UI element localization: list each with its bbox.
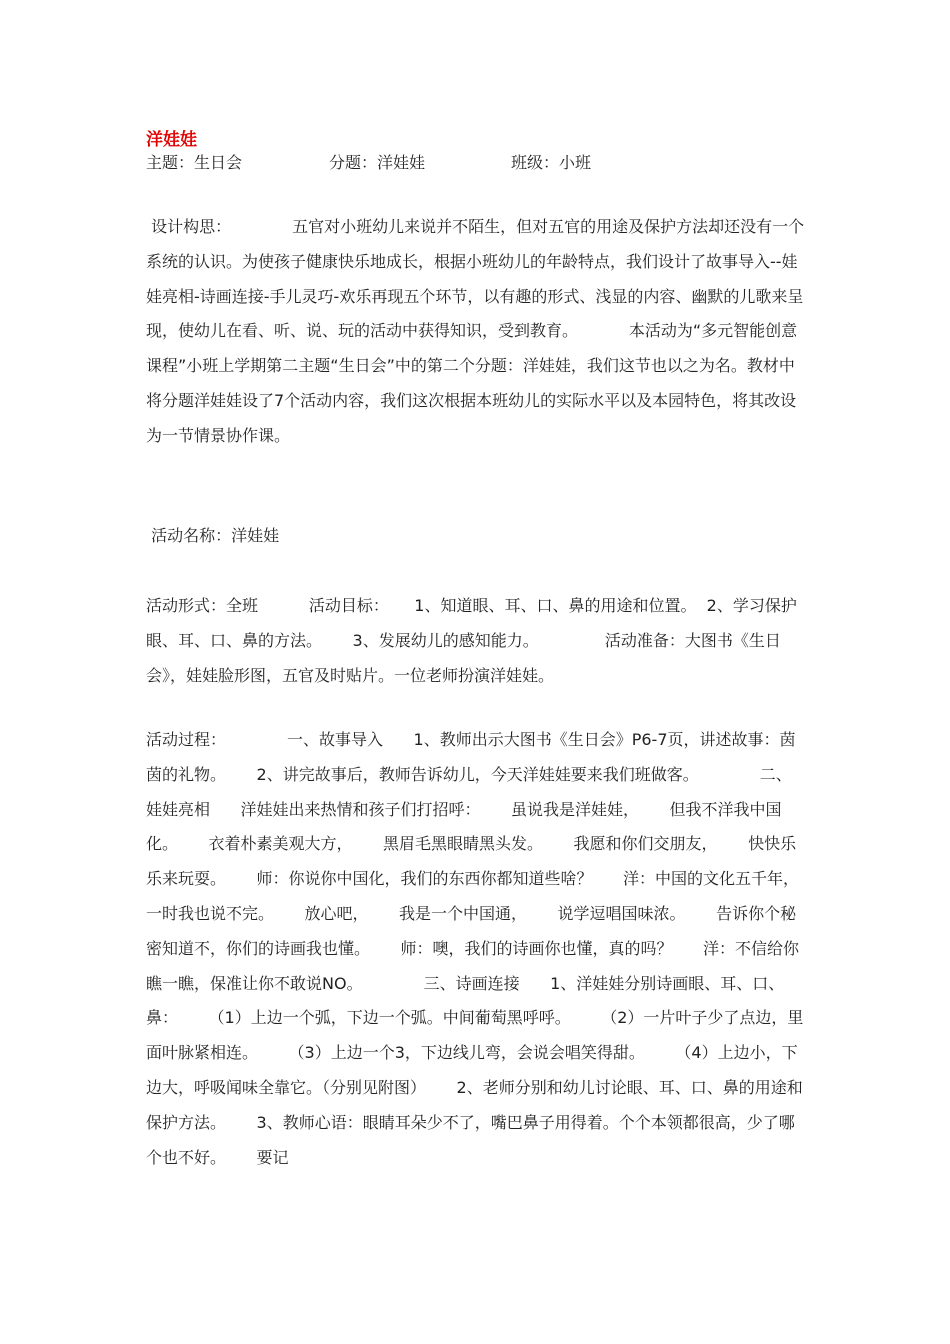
design-idea-text: 设计构思： 五官对小班幼儿来说并不陌生，但对五官的用途及保护方法却还没有一个系统的认识。为使孩子健康快乐地成长，根据小班幼儿的年龄特点，我们设计了故事导入--娃娃亮相-诗画连接-手儿灵巧-欢乐再现五个环节，以有趣的形式、浅显的内容、幽默的儿歌来呈现，使幼儿在看、听、说、玩的活动中获得知识，受到教育。 本活动为“多元智能创意课程”小班上学期第二主题“生日会”中的第二个分题：洋娃娃，我们这节也以之为名。教材中将分题洋娃娃设了7个活动内容，我们这次根据本班幼儿的实际水平以及本园特色，将其改设为一节情景协作课。 xyxy=(146,217,805,445)
activity-name-text: 活动名称：洋娃娃 xyxy=(146,526,280,545)
meta-class: 班级：小班 xyxy=(511,153,592,172)
activity-process-paragraph xyxy=(146,723,830,1175)
doc-title: 洋娃娃 xyxy=(146,130,197,150)
activity-name-paragraph xyxy=(146,519,806,554)
design-idea-paragraph xyxy=(146,210,806,454)
activity-form-paragraph xyxy=(146,589,806,693)
meta-theme: 主题：生日会 xyxy=(146,153,243,172)
activity-form-text: 活动形式：全班 活动目标： 1、知道眼、耳、口、鼻的用途和位置。 2、学习保护眼、耳、口、鼻的方法。 3、发展幼儿的感知能力。 活动准备：大图书《生日会》，娃娃脸形图，五官及时贴片。一位老师扮演洋娃娃。 xyxy=(146,596,797,685)
meta-subtheme: 分题：洋娃娃 xyxy=(329,153,426,172)
activity-process-text: 活动过程： 一、故事导入 1、教师出示大图书《生日会》P6-7页，讲述故事：茵茵的礼物。 2、讲完故事后，教师告诉幼儿，今天洋娃娃要来我们班做客。 二、娃娃亮相 洋娃娃出来热情和孩子们打招呼： 虽说我是洋娃娃， 但我不洋我中国化。 衣着朴素美观大方， 黑眉毛黑眼睛黑头发。 我愿和你们交朋友， 快快乐乐来玩耍。 师：你说你中国化，我们的东西你都知道些啥？ 洋：中国的文化五千年， 一时我也说不完。 放心吧， 我是一个中国通， 说学逗唱国味浓。 告诉你个秘密知道不，你们的诗画我也懂。 师：噢，我们的诗画你也懂，真的吗？ 洋：不信给你瞧一瞧，保准让你不敢说NO。 三、诗画连接 1、洋娃娃分别诗画眼、耳、口、鼻： （1）上边一个弧，下边一个弧。中间葡萄黑呼呼。 （2）一片叶子少了点边，里面叶脉紧相连。 （3）上边一个3，下边线儿弯，会说会唱笑得甜。 （4）上边小，下边大，呼吸闻味全靠它。（分别见附图） 2、老师分别和幼儿讨论眼、耳、口、鼻的用途和保护方法。 3、教师心语：眼睛耳朵少不了，嘴巴鼻子用得着。个个本领都很高，少了哪个也不好。 要记 xyxy=(146,730,830,1167)
